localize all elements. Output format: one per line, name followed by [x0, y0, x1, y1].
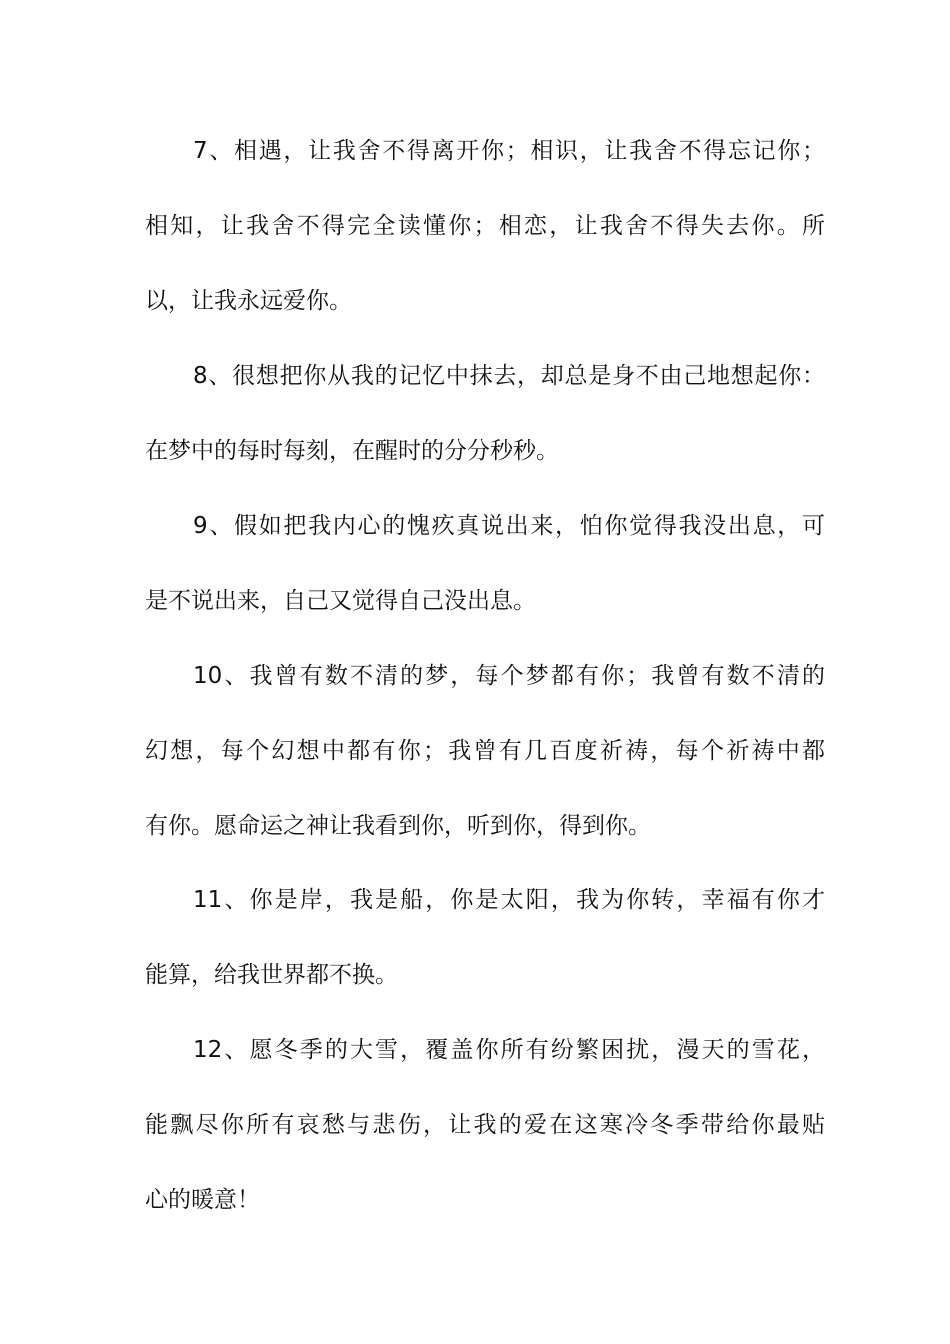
paragraph-11-line-2: 能算，给我世界都不换。	[145, 962, 398, 988]
paragraph-9-line-2: 是不说出来，自己又觉得自己没出息。	[145, 588, 536, 614]
paragraph-7-line-1: 7、相遇，让我舍不得离开你；相识，让我舍不得忘记你；	[193, 138, 825, 164]
paragraph-11-line-1: 11、你是岸，我是船，你是太阳，我为你转，幸福有你才	[193, 887, 825, 913]
paragraph-10-line-1: 10、我曾有数不清的梦，每个梦都有你；我曾有数不清的	[193, 663, 825, 689]
paragraph-7-line-2: 相知，让我舍不得完全读懂你；相恋，让我舍不得失去你。所	[145, 213, 825, 239]
paragraph-8-line-2: 在梦中的每时每刻，在醒时的分分秒秒。	[145, 438, 559, 464]
paragraph-7-line-3: 以，让我永远爱你。	[145, 288, 352, 314]
paragraph-12-line-2: 能飘尽你所有哀愁与悲伤，让我的爱在这寒冷冬季带给你最贴	[145, 1112, 825, 1138]
paragraph-12-line-3: 心的暖意！	[145, 1187, 260, 1213]
paragraph-12-line-1: 12、愿冬季的大雪，覆盖你所有纷繁困扰，漫天的雪花，	[193, 1037, 825, 1063]
paragraph-9-line-1: 9、假如把我内心的愧疚真说出来，怕你觉得我没出息，可	[193, 513, 825, 539]
paragraph-8-line-1: 8、很想把你从我的记忆中抹去，却总是身不由己地想起你：	[193, 363, 825, 389]
paragraph-10-line-2: 幻想，每个幻想中都有你；我曾有几百度祈祷，每个祈祷中都	[145, 738, 825, 764]
paragraph-10-line-3: 有你。愿命运之神让我看到你，听到你，得到你。	[145, 813, 651, 839]
